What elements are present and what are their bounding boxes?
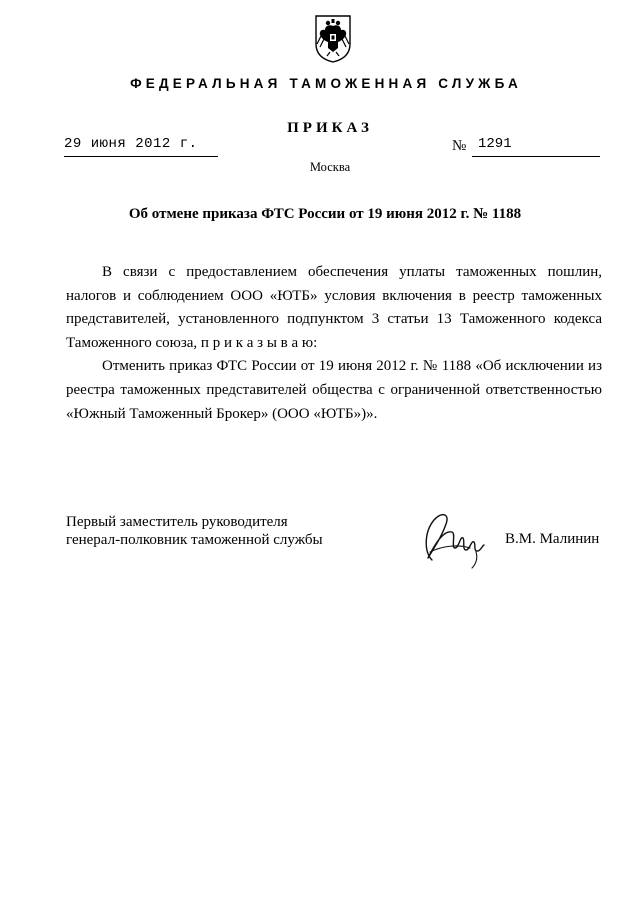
signer-position-line: генерал-полковник таможенной службы: [66, 532, 323, 548]
document-type: ПРИКАЗ: [287, 120, 373, 136]
number-sign: №: [452, 138, 467, 154]
agency-name: ФЕДЕРАЛЬНАЯ ТАМОЖЕННАЯ СЛУЖБА: [130, 76, 522, 91]
body-paragraph: Отменить приказ ФТС России от 19 июня 2012 г. № 1188 «Об исключении из реестра таможенных представителей общества с ограниченной ответственностью «Южный Таможенный Брокер» (ООО «ЮТБ»)».: [66, 358, 602, 422]
handwritten-signature-icon: [418, 508, 490, 572]
order-number: 1291: [478, 136, 512, 152]
body-paragraph: В связи с предоставлением обеспечения уплаты таможенных пошлин, налогов и соблюдением ООО «ЮТБ» условия включения в реестр таможенных представителей, установленного подпунктом 3 статьи 13 Таможенного кодекса Таможенного союза, п р и к а з ы в а ю:: [66, 264, 602, 351]
number-underline: [472, 156, 600, 157]
order-body: [66, 261, 602, 426]
date-underline: [64, 156, 218, 157]
signer-name: В.М. Малинин: [505, 531, 600, 547]
coat-of-arms-icon: [313, 14, 353, 64]
issue-city: Москва: [309, 160, 351, 174]
signer-position: [66, 513, 323, 549]
order-subject: Об отмене приказа ФТС России от 19 июня 2012 г. № 1188: [128, 206, 522, 222]
order-date: 29 июня 2012 г.: [64, 136, 198, 152]
signer-position-line: Первый заместитель руководителя: [66, 514, 288, 530]
